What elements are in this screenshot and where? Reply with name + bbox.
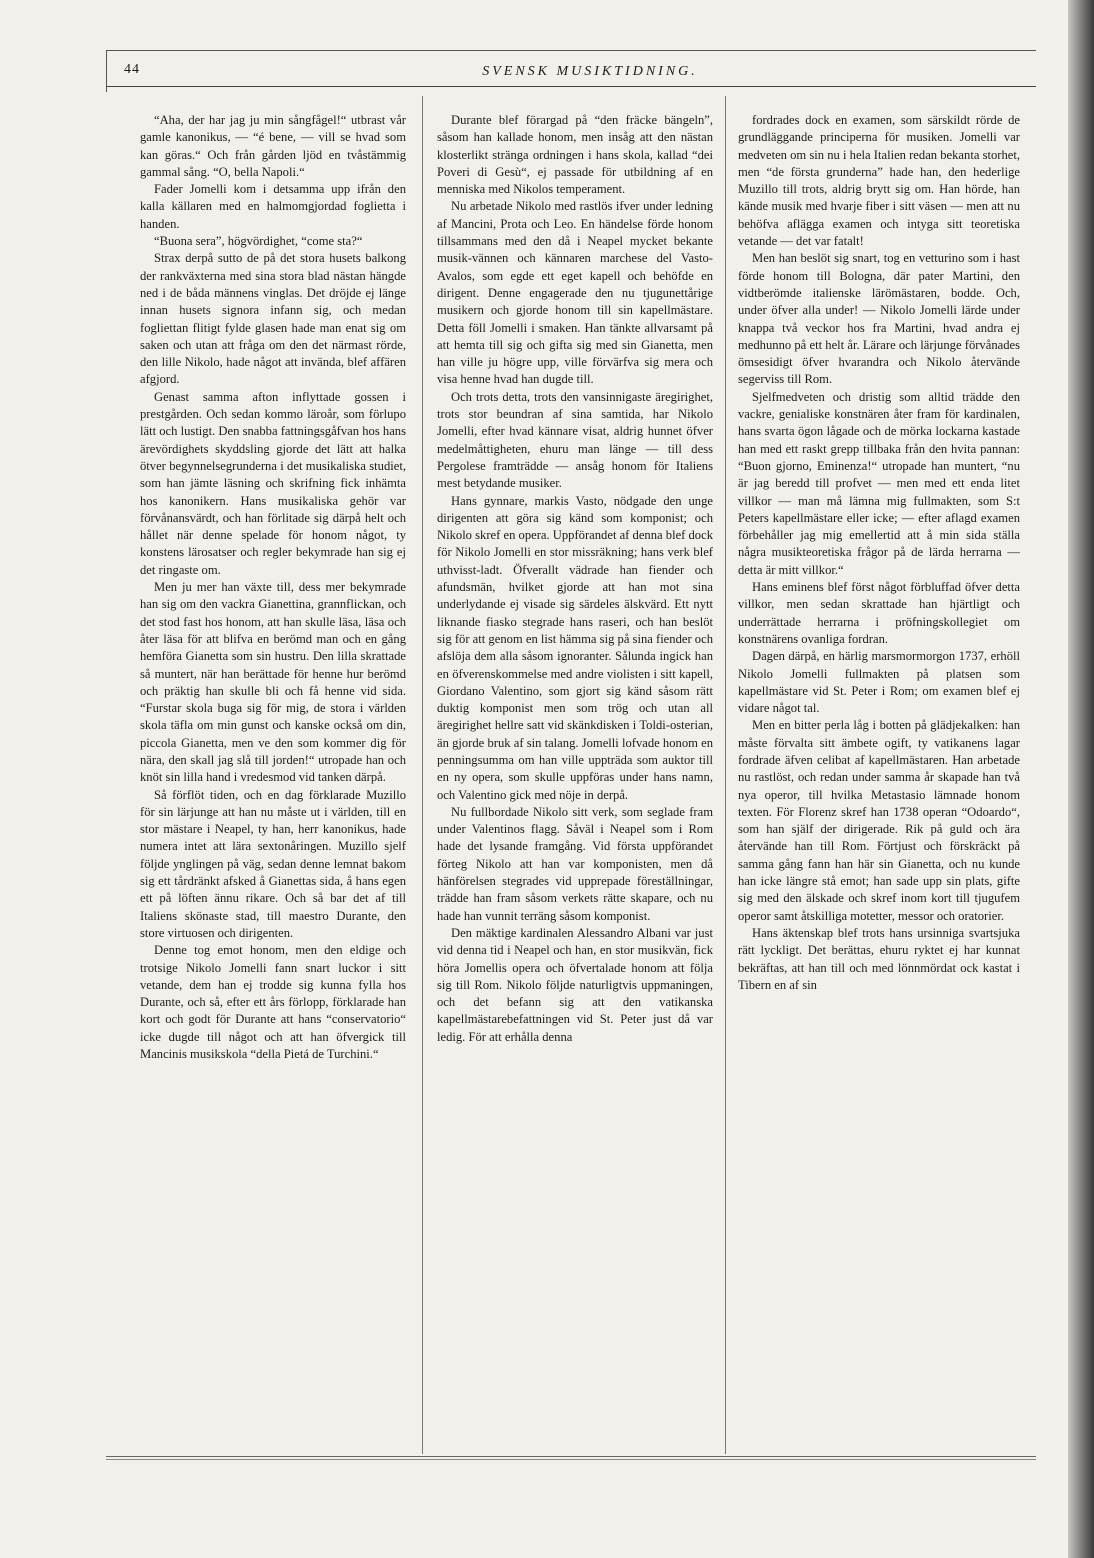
paragraph: Men en bitter perla låg i botten på glädjekalken: han måste förvalta sitt ämbete ogift, ty vatikanens lagar fordrade äfven celibat af kapellmästaren. Han arbetade nu rastlöst, och redan under samma år skapade han två nya operor, till hvilka Metastasio lämnade honom texten. För Florenz skref han 1738 operan “Odoardo“, som han själf der dirigerade. Rik på guld och ära återvände han till Rom. Förtjust och förskräckt på samma gång fann han här sin Gianetta, och nu kunde han icke längre stå emot; han sade upp sin plats, gifte sig med den älskade och skref inom kort till tjugufem operor samt åtskilliga motetter, messor och oratorier. — [738, 718, 1020, 923]
footer-rule — [106, 1456, 1036, 1460]
paragraph: Men han beslöt sig snart, tog en vetturino som i hast förde honom till Bologna, där pater Martini, den vidtberömde italienske lärömästaren, bodde. Och, under öfver alla under! — Nikolo Jomelli lärde under knappa två veckor hos fra Martini, hvad andra ej medhunno på ett helt år. Lärare och lärjunge förvånades ömsesidigt öfver hvarandra och Nikolo återvände segerviss till Rom. — [738, 251, 1020, 387]
scan-edge — [1068, 0, 1094, 1558]
paragraph: Durante blef förargad på “den fräcke bängeln”, såsom han kallade honom, men insåg att den nästan klosterlikt stränga ordningen i hans skola, kallad “dei Poveri di Gesù“, ej passade för utbildning af en menniska med Nikolos temperament. — [437, 113, 713, 197]
column-divider — [725, 96, 726, 1454]
paragraph: Strax derpå sutto de på det stora husets balkong der rankväxterna med sina stora blad nästan hängde ned i de båda männens vinglas. Det dröjde ej länge innan husets signora infann sig, och medan fogliettan flitigt fylde glasen hade man enat sig om saken och utan att fråga om den det närmast rörde, den lille Nikolo, hade något att invända, blef affären afgjord. — [140, 251, 406, 387]
paragraph: Nu arbetade Nikolo med rastlös ifver under ledning af Mancini, Prota och Leo. En händelse förde honom tillsammans med den då i Neapel mycket bekante musik-vännen och kännaren marchese del Vasto-Avalos, som egde ett eget kapell och behöfde en dirigent. Denne engagerade den nu tjugunettårige musikern och gjorde honom till sin kapellmästare. Detta föll Jomelli i smaken. Han tänkte allvarsamt på att hemta till sig och gifta sig med sin Gianetta, men han ville ju högre upp, ville förvärfva sig mera och visa henne hvad han dugde till. — [437, 199, 713, 387]
paragraph: Den mäktige kardinalen Alessandro Albani var just vid denna tid i Neapel och han, en stor musikvän, fick höra Jomellis opera och öfvertalade honom att följa sig till Rom. Nikolo följde naturligtvis uppmaningen, och det befann sig att den vatikanska kapellmästarebefattningen vid St. Peter just då var ledig. För att erhålla denna — [437, 925, 713, 1044]
paragraph: Men ju mer han växte till, dess mer bekymrade han sig om den vackra Gianettina, grannflickan, och det stod fast hos honom, att han skulle läsa, läsa och åter läsa för att blifva en berömd man och en gång hemföra Gianetta som sin hustru. Den lilla skrattade så muntert, när han berättade för henne hur berömd och präktig han skulle bli och få henne vid sida. “Furstar skola buga sig för mig, de stora i världen skola täfla om min gunst och kanske också om din, piccola Gianetta, men ve den som kommer dig för nära, den skall jag slå till jorden!“ utropade han och knöt sin lilla hand i vredesmod vid tanken därpå. — [140, 580, 406, 785]
paragraph: Denne tog emot honom, men den eldige och trotsige Nikolo Jomelli fann snart luckor i sitt vetande, dem han ej trodde sig kunna fylla hos Durante, och så, efter ett års förlopp, förklarade han kort och godt för Durante att hans “conservatorio“ icke dugde till något och att han öfvergick till Mancinis musikskola “della Pietá de Turchini.“ — [140, 943, 406, 1062]
column-divider — [422, 96, 423, 1454]
paragraph: Genast samma afton inflyttade gossen i prestgården. Och sedan kommo läroår, som förlupo lätt och lustigt. Den snabba fattningsgåfvan hos hans ärevördighets skyddsling gjorde det lätt att halka ötver begynnelsegrunderna i det musikaliska studiet, som han jämte läsning och skrifning fick inhämta hos kanonikern. Hans musikaliska gehör var förvånansvärdt, och han förlitade sig därpå helt och hållet när denne spelade för honom något, ty konstens lärosatser och regler bekymrade han sig ej det ringaste om. — [140, 389, 406, 577]
paragraph: Hans äktenskap blef trots hans ursinniga svartsjuka rätt lyckligt. Det berättas, ehuru ryktet ej har kunnat bekräftas, att han till och med lönnmördat ock kastat i Tibern en af sin — [738, 925, 1020, 992]
paragraph: fordrades dock en examen, som särskildt rörde de grundläggande principerna för musiken. Jomelli var medveten om sin nu i hela Italien redan bekanta storhet, men “de första grunderna” hade han, den hederlige Muzillo till trots, aldrig brytt sig om. Han hörde, han kände musik med hvarje fiber i sitt väsen — men att nu behöfva aflägga examen och intyga sitt teoretiska vetande — det var fatalt! — [738, 113, 1020, 249]
paragraph: Hans gynnare, markis Vasto, nödgade den unge dirigenten att göra sig känd som komponist; och Nikolo skref en opera. Uppförandet af denna blef dock för Nikolo Jomelli en stor missräkning; hans verk blef uthvisst-ladt. Öfverallt vädrade han fiender och afundsmän, hvilket gjorde att han mot sina underlydande ej visade sig särdeles älskvärd. Ett nytt liknande fiasko stegrade hans raseri, och han beslöt sig för att genom en list hämma sig på sina fiender och afslöja dem alla såsom ignoranter. Sålunda ingick han en öfverenskommelse med andre violisten i sitt kapell, Giordano Valentino, som gjort sig känd såsom rätt duktig komponist men som trög och utan all äregirighet hellre satt vid skänkdisken i Toldi-osterian, än gjorde bruk af sin talang. Jomelli lofvade honom en penningsumma om han ville uppträda som auktor till en ny opera, som skulle uppföras under hans namn, och Valentino gick med nöje in derpå. — [437, 493, 713, 802]
paragraph: Så förflöt tiden, och en dag förklarade Muzillo för sin lärjunge att han nu måste ut i världen, till en stor mästare i Neapel, ty han, herr kanonikus, hade numera intet att lära sextonåringen. Muzillo sjelf följde ynglingen på väg, sedan denne lemnat bakom sig ett tårdränkt afsked å Gianettas sida, å hans egen ett på löften ännu rikare. Och så bar det af till Italiens skönaste stad, till maestro Durante, den store virtuosen och dirigenten. — [140, 787, 406, 940]
paragraph: Sjelfmedveten och dristig som alltid trädde den vackre, genialiske konstnären åter fram för kardinalen, hans svarta ögon lågade och de mörka lockarna kastade han med ett raskt grepp tillbaka från den hvita pannan: “Buon gjorno, Eminenza!“ utropade han muntert, “nu är jag beredd till profvet — men med ett enda litet villkor — man må lämna mig fullmakten, som S:t Peters kapellmästare eller icke; — efter aflagd examen förbehåller jag mig emellertid att å min sida ställa några musikteoretiska frågor på de lärda herrarna — detta är mitt villkor.“ — [738, 389, 1020, 577]
text-column-3 — [738, 112, 1020, 1442]
paragraph: Hans eminens blef först något förbluffad öfver detta villkor, men sedan skrattade han hjärtligt och underrättade herrarna i pröfningskollegiet om konstnärens ovanliga fordran. — [738, 580, 1020, 646]
paragraph: “Aha, der har jag ju min sångfågel!“ utbrast vår gamle kanonikus, — “é bene, — vill se hvad som kan göras.“ Och från gården ljöd en tvåstämmig gammal sång. “O, bella Napoli.“ — [140, 113, 406, 179]
page-number: 44 — [124, 62, 140, 77]
text-column-2 — [437, 112, 713, 1442]
paragraph: Fader Jomelli kom i detsamma upp ifrån den kalla källaren med en halmomgjordad foglietta i handen. — [140, 182, 406, 231]
paragraph: Och trots detta, trots den vansinnigaste äregirighet, trots stor beundran af sina samtida, har Nikolo Jomelli, efter hvad kännare visat, aldrig hunnet öfver medelmåttigheten, ehuru man länge — till dess Pergolese framträdde — ansåg honom för Italiens mest betydande musiker. — [437, 389, 713, 491]
paragraph: Dagen därpå, en härlig marsmormorgon 1737, erhöll Nikolo Jomelli fullmakten på platsen som kapellmästare vid St. Peter i Rom; om examen blef ej vidare något tal. — [738, 649, 1020, 716]
text-column-1 — [140, 112, 406, 1442]
header-top-rule — [106, 50, 1036, 51]
header-bottom-rule — [106, 86, 1036, 87]
paragraph: Nu fullbordade Nikolo sitt verk, som seglade fram under Valentinos flagg. Såväl i Neapel som i Rom hade det lysande framgång. Vid första uppförandet förteg Nikolo att han var komponisten, men då hänförelsen stegrades vid upprepade föreställningar, trädde han fram såsom verkets rätte skapare, och nu hade han vunnit terräng såsom komponist. — [437, 804, 713, 923]
paragraph: “Buona sera”, högvördighet, “come sta?“ — [154, 234, 363, 249]
running-title: SVENSK MUSIKTIDNING. — [482, 64, 698, 79]
